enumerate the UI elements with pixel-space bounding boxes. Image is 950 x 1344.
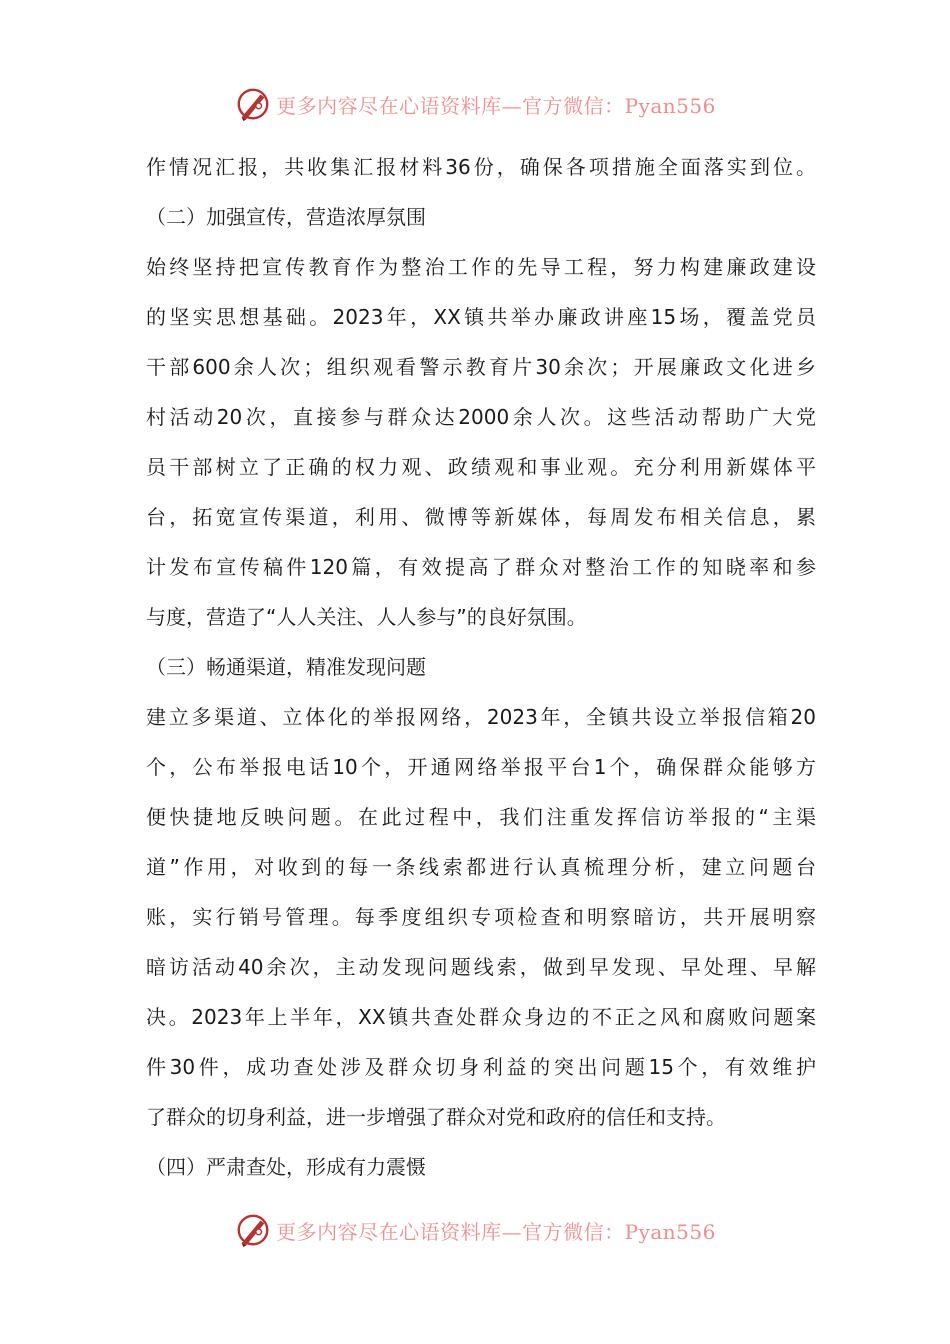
watermark-text: 更多内容尽在心语资料库—官方微信：Pyan556 [276, 1219, 716, 1244]
text-line: 计发布宣传稿件120篇，有效提高了群众对整治工作的知晓率和参 [146, 555, 816, 579]
text-line: 道”作用，对收到的每一条线索都进行认真梳理分析，建立问题台 [146, 855, 816, 879]
text-line: 干部600余人次；组织观看警示教育片30余次；开展廉政文化进乡 [146, 355, 816, 379]
footer-watermark [0, 1208, 950, 1252]
text-line: 件30件，成功查处涉及群众切身利益的突出问题15个，有效维护 [146, 1055, 816, 1079]
text-line: 台，拓宽宣传渠道，利用、微博等新媒体，每周发布相关信息，累 [146, 505, 816, 529]
text-line: 作情况汇报，共收集汇报材料36份，确保各项措施全面落实到位。 [146, 155, 816, 179]
document-body [146, 142, 816, 1192]
text-line: 建立多渠道、立体化的举报网络，2023年，全镇共设立举报信箱20 [146, 705, 816, 729]
text-line: 便快捷地反映问题。在此过程中，我们注重发挥信访举报的“主渠 [146, 805, 816, 829]
text-line: 暗访活动40余次，主动发现问题线索，做到早发现、早处理、早解 [146, 955, 816, 979]
section-heading: （四）严肃查处，形成有力震慑 [146, 1155, 426, 1179]
text-line: 始终坚持把宣传教育作为整治工作的先导工程，努力构建廉政建设 [146, 255, 816, 279]
text-line: 账，实行销号管理。每季度组织专项检查和明察暗访，共开展明察 [146, 905, 816, 929]
text-line: 村活动20次，直接参与群众达2000余人次。这些活动帮助广大党 [146, 405, 816, 429]
text-line: 的坚实思想基础。2023年，XX镇共举办廉政讲座15场，覆盖党员 [146, 305, 816, 329]
pen-logo-icon [234, 1211, 272, 1249]
header-watermark [0, 82, 950, 126]
section-heading: （三）畅通渠道，精准发现问题 [146, 655, 426, 679]
section-heading: （二）加强宣传，营造浓厚氛围 [146, 205, 426, 229]
text-line: 了群众的切身利益，进一步增强了群众对党和政府的信任和支持。 [146, 1105, 726, 1129]
text-line: 个，公布举报电话10个，开通网络举报平台1个，确保群众能够方 [146, 755, 816, 779]
watermark-text: 更多内容尽在心语资料库—官方微信：Pyan556 [276, 93, 716, 118]
text-line: 员干部树立了正确的权力观、政绩观和事业观。充分利用新媒体平 [146, 455, 816, 479]
pen-logo-icon [234, 85, 272, 123]
text-line: 与度，营造了“人人关注、人人参与”的良好氛围。 [146, 605, 587, 629]
text-line: 决。2023年上半年，XX镇共查处群众身边的不正之风和腐败问题案 [146, 1005, 816, 1029]
